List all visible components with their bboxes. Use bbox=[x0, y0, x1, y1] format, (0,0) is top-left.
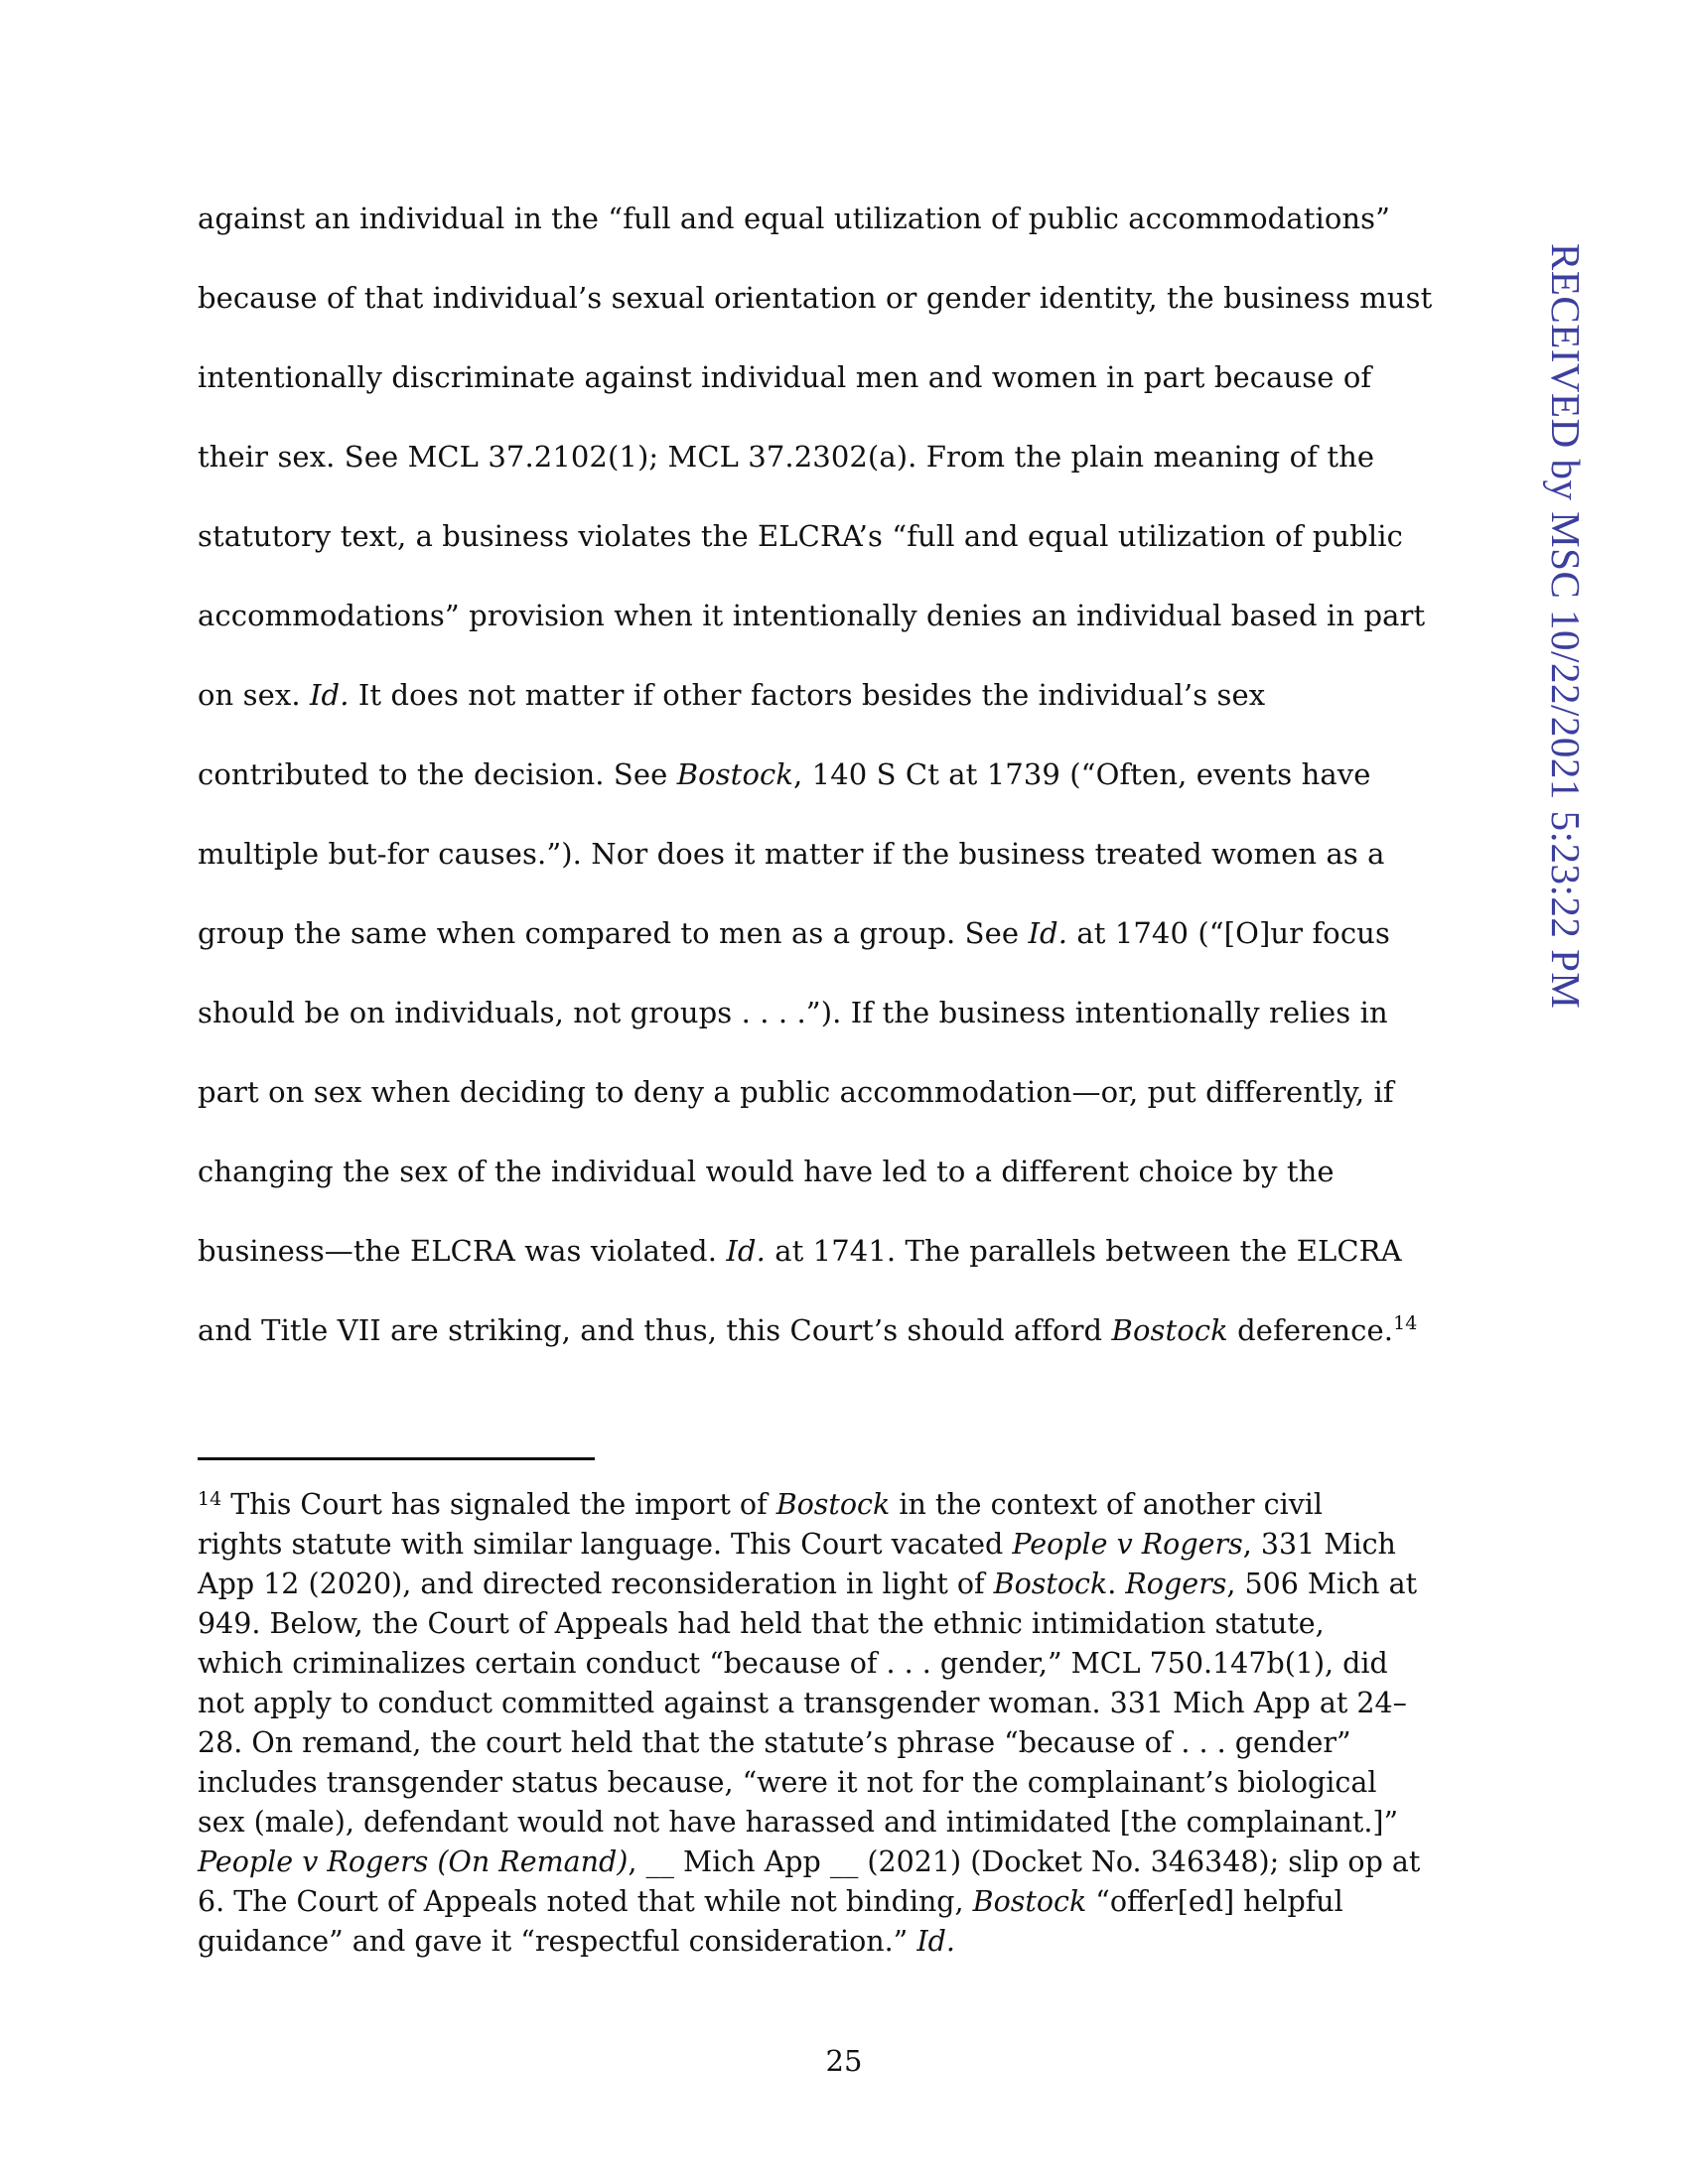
received-stamp: RECEIVED by MSC 10/22/2021 5:23:22 PM bbox=[1543, 243, 1589, 1010]
body-line: changing the sex of the individual would have led to a different choice by the bbox=[198, 1155, 1335, 1188]
text-run: guidance” and gave it “respectful consideration.” bbox=[198, 1925, 917, 1958]
footnote-line bbox=[198, 1926, 1498, 1958]
text-run: business—the ELCRA was violated. bbox=[198, 1234, 727, 1268]
footnote-line: 28. On remand, the court held that the statute’s phrase “because of . . . gender” bbox=[198, 1726, 1351, 1759]
citation-id: Id. bbox=[310, 678, 350, 712]
case-name: Bostock bbox=[676, 757, 794, 791]
body-line: intentionally discriminate against individual men and women in part because of bbox=[198, 360, 1372, 394]
case-name: Bostock bbox=[972, 1885, 1087, 1918]
case-name: People v Rogers (On Remand) bbox=[198, 1845, 629, 1878]
body-line: against an individual in the “full and equal utilization of public accommodations” bbox=[198, 202, 1391, 235]
body-line: their sex. See MCL 37.2102(1); MCL 37.2302(a). From the plain meaning of the bbox=[198, 440, 1375, 474]
text-run: App 12 (2020), and directed reconsideration in light of bbox=[198, 1568, 994, 1600]
citation-id: Id. bbox=[916, 1925, 955, 1958]
body-line: should be on individuals, not groups . . . .”). If the business intentionally relies in bbox=[198, 996, 1388, 1029]
footnote-number: 14 bbox=[198, 1488, 222, 1510]
body-line bbox=[198, 756, 1498, 792]
text-run: and Title VII are striking, and thus, this Court’s should afford bbox=[198, 1313, 1112, 1347]
body-line bbox=[198, 1312, 1498, 1352]
text-run: contributed to the decision. See bbox=[198, 757, 677, 791]
text-run: group the same when compared to men as a group. See bbox=[198, 916, 1029, 950]
body-line bbox=[198, 1233, 1498, 1269]
case-name: Rogers bbox=[1125, 1568, 1227, 1600]
footnote-line bbox=[198, 1569, 1498, 1600]
citation-id: Id. bbox=[1028, 916, 1068, 950]
body-line: part on sex when deciding to deny a public accommodation—or, put differently, if bbox=[198, 1075, 1394, 1109]
footnote-line bbox=[198, 1489, 1498, 1524]
body-line bbox=[198, 915, 1498, 951]
footnote-separator bbox=[198, 1457, 595, 1460]
body-line: statutory text, a business violates the ELCRA’s “full and equal utilization of public bbox=[198, 519, 1403, 553]
text-run: , __ Mich App __ (2021) (Docket No. 346348); slip op at bbox=[628, 1845, 1421, 1878]
text-run: , 506 Mich at bbox=[1226, 1568, 1418, 1600]
case-name: Bostock bbox=[993, 1568, 1108, 1600]
footnote-reference: 14 bbox=[1393, 1312, 1418, 1334]
footnote-line: which criminalizes certain conduct “because of . . . gender,” MCL 750.147b(1), did bbox=[198, 1647, 1388, 1680]
text-run: . bbox=[1107, 1568, 1126, 1600]
text-run: It does not matter if other factors besides the individual’s sex bbox=[349, 678, 1266, 712]
case-name: Bostock bbox=[775, 1488, 891, 1521]
footnote-line: sex (male), defendant would not have harassed and intimidated [the complainant.]” bbox=[198, 1806, 1399, 1839]
case-name: People v Rogers bbox=[1012, 1528, 1243, 1561]
text-run: This Court has signaled the import of bbox=[221, 1488, 776, 1521]
body-line bbox=[198, 677, 1498, 713]
footnote-line bbox=[198, 1846, 1498, 1878]
text-run: rights statute with similar language. This Court vacated bbox=[198, 1528, 1013, 1561]
page-number: 25 bbox=[825, 2044, 863, 2078]
text-run: in the context of another civil bbox=[890, 1488, 1324, 1521]
body-line: accommodations” provision when it intentionally denies an individual based in part bbox=[198, 599, 1426, 632]
footnote-line bbox=[198, 1529, 1498, 1561]
text-run: “offer[ed] helpful bbox=[1086, 1885, 1343, 1918]
footnote-line: not apply to conduct committed against a transgender woman. 331 Mich App at 24– bbox=[198, 1687, 1407, 1719]
footnote-line bbox=[198, 1886, 1498, 1918]
text-run: at 1740 (“[O]ur focus bbox=[1067, 916, 1390, 950]
footnote-line: 949. Below, the Court of Appeals had held that the ethnic intimidation statute, bbox=[198, 1607, 1325, 1640]
text-run: , 140 S Ct at 1739 (“Often, events have bbox=[793, 757, 1371, 791]
case-name: Bostock bbox=[1111, 1313, 1228, 1347]
text-run: , 331 Mich bbox=[1242, 1528, 1396, 1561]
text-run: on sex. bbox=[198, 678, 310, 712]
text-run: 6. The Court of Appeals noted that while not binding, bbox=[198, 1885, 973, 1918]
body-line: because of that individual’s sexual orientation or gender identity, the business must bbox=[198, 281, 1433, 315]
body-line: multiple but-for causes.”). Nor does it matter if the business treated women as a bbox=[198, 837, 1385, 871]
text-run: deference. bbox=[1227, 1313, 1394, 1347]
text-run: at 1741. The parallels between the ELCRA bbox=[765, 1234, 1402, 1268]
citation-id: Id. bbox=[726, 1234, 766, 1268]
footnote-line: includes transgender status because, “were it not for the complainant’s biological bbox=[198, 1766, 1377, 1799]
